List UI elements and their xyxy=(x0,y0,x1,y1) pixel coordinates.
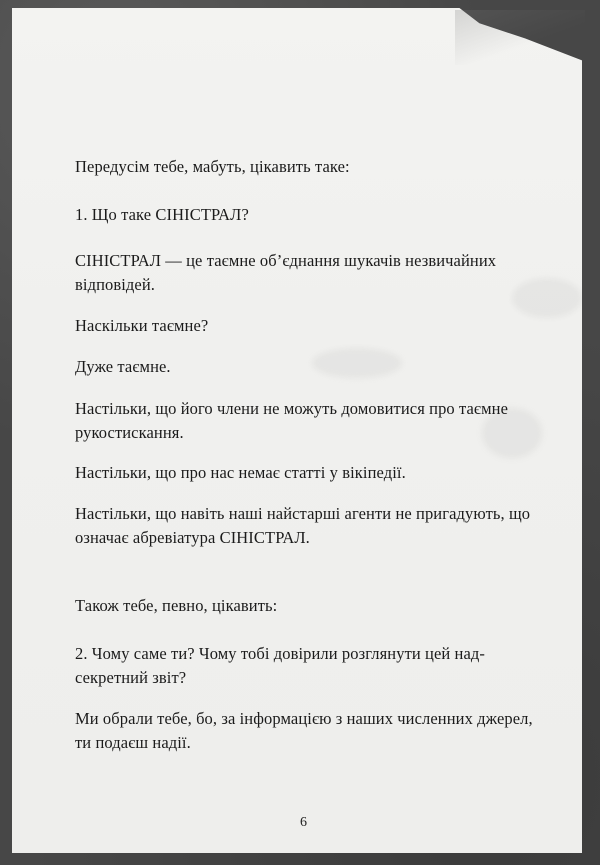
question-heading-1: 1. Що таке СІНІСТРАЛ? xyxy=(75,205,249,224)
paragraph-definition: СІНІСТРАЛ — це таємне об’єднання шукачів незвичайних відповідей. xyxy=(75,251,497,294)
paragraph-intro: Передусім тебе, мабуть, цікавить таке: xyxy=(75,157,350,176)
paragraph-question-how-secret: Наскільки таємне? xyxy=(75,316,209,335)
paragraph-answer: Ми обрали тебе, бо, за інформацією з наших численних джерел, ти подаєш надії. xyxy=(75,709,533,752)
question-heading-2: 2. Чому саме ти? Чому тобі довірили розглянути цей над-секретний звіт? xyxy=(75,644,485,687)
paragraph-handshake: Настільки, що його члени не можуть домовитися про таємне рукостискання. xyxy=(75,399,509,442)
paragraph-also-interested: Також тебе, певно, цікавить: xyxy=(75,596,278,615)
page-number: 6 xyxy=(300,815,307,830)
paragraph-very-secret: Дуже таємне. xyxy=(75,357,171,376)
paragraph-abbreviation: Настільки, що навіть наші найстарші агенти не пригадують, що означає абревіатура СІНІСТРАЛ. xyxy=(75,504,531,547)
paragraph-wikipedia: Настільки, що про нас немає статті у вікіпедії. xyxy=(75,463,406,482)
